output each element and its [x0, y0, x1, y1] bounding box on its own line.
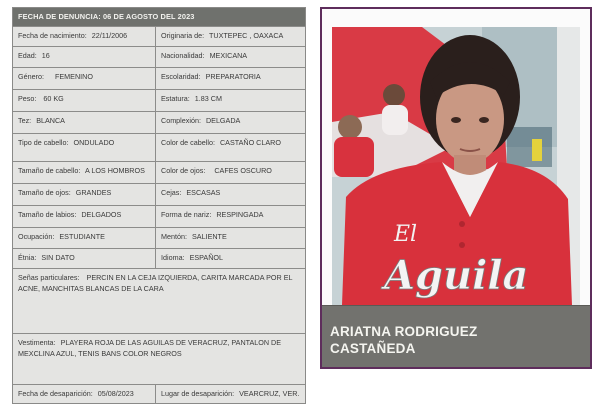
- field-birthdate: Fecha de nacimiento: 22/11/2006: [18, 31, 128, 40]
- field-disappearance-date: Fecha de desaparición: 05/08/2023: [18, 389, 134, 398]
- field-hair-length: Tamaño de cabello: A LOS HOMBROS: [18, 166, 145, 175]
- row-gender-schooling: [13, 67, 305, 89]
- name-banner: [322, 305, 590, 367]
- field-ethnicity: Étnia: SIN DATO: [18, 253, 75, 262]
- person-name-line-2: CASTAÑEDA: [330, 341, 416, 356]
- field-build: Complexión: DELGADA: [155, 112, 305, 133]
- field-eye-size: Tamaño de ojos: GRANDES: [18, 188, 112, 197]
- row-occupation-chin: [13, 227, 305, 248]
- row-skin-build: [13, 111, 305, 133]
- row-eye-size-eyebrows: [13, 183, 305, 205]
- field-language: Idioma: ESPAÑOL: [155, 249, 305, 268]
- jersey-text-el: El: [394, 222, 418, 247]
- field-origin: Originaria de: TUXTEPEC , OAXACA: [155, 27, 305, 46]
- missing-person-photo: [332, 27, 580, 305]
- row-distinguishing-marks: [13, 268, 305, 333]
- field-chin: Mentón: SALIENTE: [155, 228, 305, 248]
- row-disappearance: [13, 384, 305, 404]
- report-date-header: FECHA DE DENUNCIA: 06 DE AGOSTO DEL 2023: [13, 8, 305, 26]
- field-gender: Género: FEMENINO: [18, 72, 93, 81]
- field-nationality: Nacionalidad: MEXICANA: [155, 47, 305, 67]
- field-occupation: Ocupación: ESTUDIANTE: [18, 232, 105, 241]
- field-hair-type: Tipo de cabello: ONDULADO: [18, 138, 115, 147]
- field-disappearance-place: Lugar de desaparición: VEARCRUZ, VER.: [155, 385, 305, 404]
- jersey-text-aguila: Aguila: [384, 252, 529, 299]
- row-age-nationality: [13, 46, 305, 67]
- missing-person-data-sheet: [12, 7, 306, 404]
- row-weight-height: [13, 89, 305, 111]
- row-hair-length-eye-color: [13, 161, 305, 183]
- field-clothing: Vestimenta: PLAYERA ROJA DE LAS AGUILAS DE VERACRUZ, PANTALON DE MEXCLINA AZUL, TENIS BANS COLOR NEGROS: [18, 338, 282, 358]
- field-distinguishing-marks: Señas particulares: PERCIN EN LA CEJA IZQUIERDA, CARITA MARCADA POR EL ACNE, MANCHITAS BLANCAS DE LA CARA: [18, 273, 293, 293]
- row-hair-type-color: [13, 133, 305, 161]
- row-ethnicity-language: [13, 248, 305, 268]
- photo-card: [320, 7, 592, 369]
- field-schooling: Escolaridad: PREPARATORIA: [155, 68, 305, 89]
- person-name-line-1: ARIATNA RODRIGUEZ: [330, 324, 478, 339]
- field-skin-tone: Tez: BLANCA: [18, 116, 65, 125]
- field-eye-color: Color de ojos: CAFES OSCURO: [155, 162, 305, 183]
- field-lip-size: Tamaño de labios: DELGADOS: [18, 210, 122, 219]
- field-weight: Peso: 60 KG: [18, 94, 64, 103]
- field-nose-shape: Forma de nariz: RESPINGADA: [155, 206, 305, 227]
- field-hair-color: Color de cabello: CASTAÑO CLARO: [155, 134, 305, 161]
- field-height: Estatura: 1.83 CM: [155, 90, 305, 111]
- row-birth-origin: [13, 26, 305, 46]
- photo-illustration: [332, 27, 580, 305]
- field-eyebrows: Cejas: ESCASAS: [155, 184, 305, 205]
- field-age: Edad: 16: [18, 51, 50, 60]
- row-lips-nose: [13, 205, 305, 227]
- row-clothing: [13, 333, 305, 384]
